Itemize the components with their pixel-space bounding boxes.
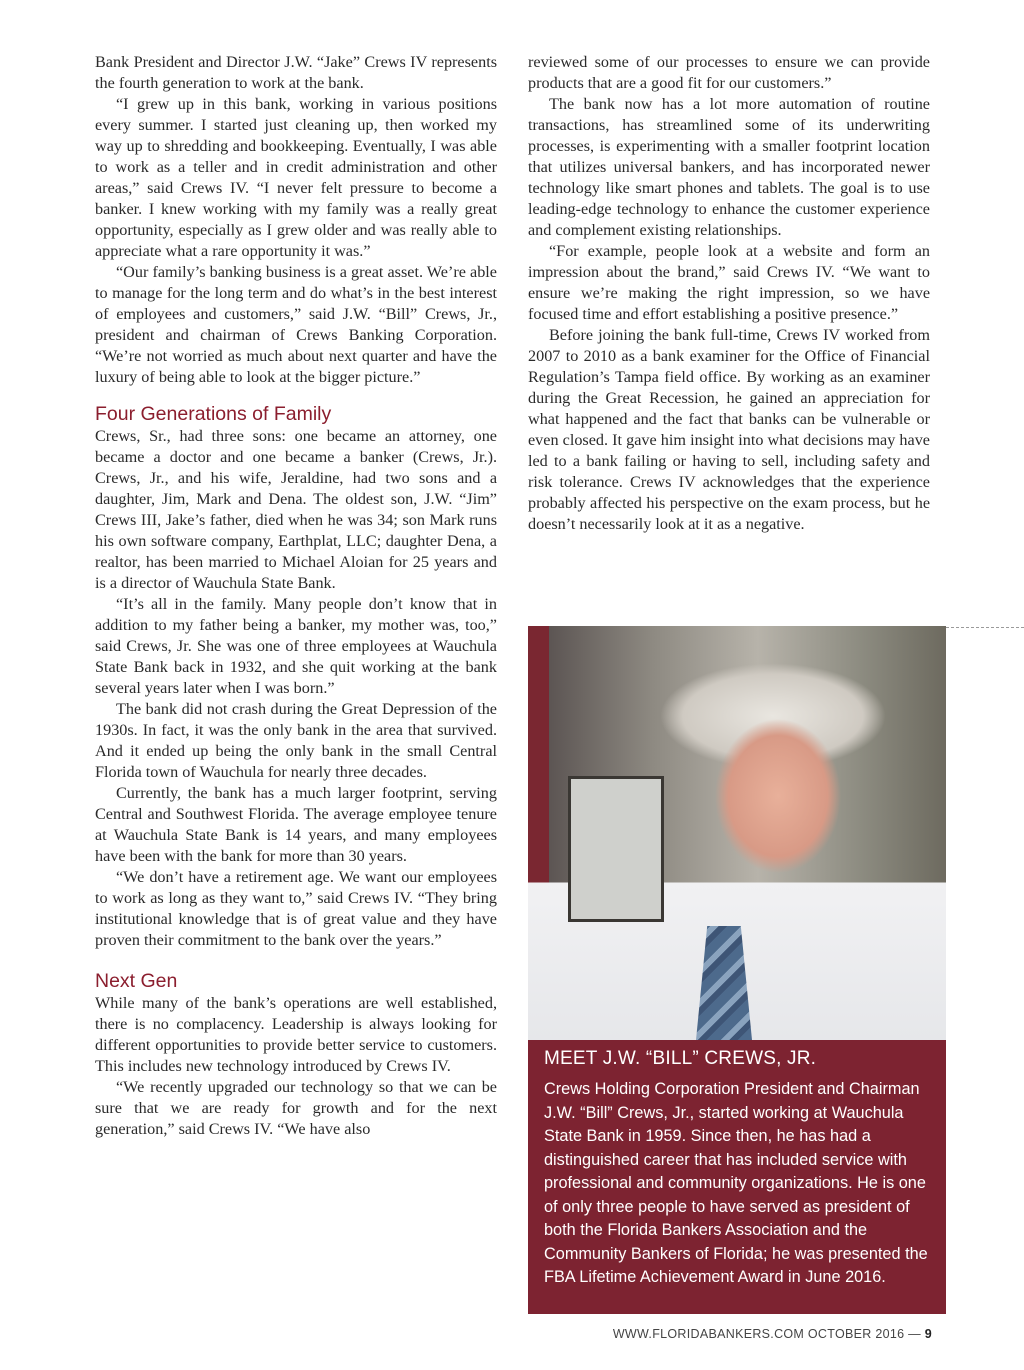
paragraph: “It’s all in the family. Many people don’t know that in addition to my father being a banker, my mother was, too,” said Crews, Jr. She was one of three employees at Wauchula State Bank back in 1932, and she quit working at the bank several years later when I was born.” [95,595,497,697]
sidebar-body: Crews Holding Corporation President and Chairman J.W. “Bill” Crews, Jr., started working at Wauchula State Bank in 1959. Since then, he has had a distinguished career that has included service with professional and community organizations. He is one of only three people to have served as president of both the Florida Bankers Association and the Community Bankers of Florida; he was presented the FBA Lifetime Achievement Award in June 2016. [544,1080,928,1286]
paragraph: “We don’t have a retirement age. We want our employees to work as long as they want to,” said Crews IV. “They bring institutional knowledge that is of great value and they have proven their commitment to the bank over the years.” [95,868,497,949]
paragraph: “I grew up in this bank, working in various positions every summer. I started just cleaning up, then worked my way up to shredding and bookkeeping. Eventually, I was able to work as a teller and in credit administration and other areas,” said Crews IV. “I never felt pressure to become a banker. I knew working with my family was a really great opportunity, especially as I grew older and was really able to appreciate what a rare opportunity it was.” [95,95,497,260]
left-paragraphs-a [95,52,497,388]
paragraph: “We recently upgraded our technology so that we can be sure that we are ready for growth and for the next generation,” said Crews IV. “We have also [95,1078,497,1138]
dashed-divider [946,627,1024,628]
page-footer [613,1326,932,1342]
paragraph: Bank President and Director J.W. “Jake” Crews IV represents the fourth generation to work at the bank. [95,53,497,92]
paragraph: reviewed some of our processes to ensure we can provide products that are a good fit for our customers.” [528,53,930,92]
right-column [528,52,930,535]
paragraph: “Our family’s banking business is a great asset. We’re able to manage for the long term and do what’s in the best interest of employees and customers,” said J.W. “Bill” Crews, Jr., president and chairman of Crews Banking Corporation. “We’re not worried as much about next quarter and have the luxury of being able to look at the bigger picture.” [95,263,497,386]
wall-frame [568,776,664,922]
page-number: 9 [924,1327,932,1341]
paragraph: Before joining the bank full-time, Crews IV worked from 2007 to 2010 as a bank examiner for the Office of Financial Regulation’s Tampa field office. By working as an examiner during the Great Recession, he gained an appreciation for what happened and the fact that banks can be vulnerable or even closed. It gave him insight into what decisions may have led to a bank failing or having to sell, including safety and risk tolerance. Crews IV acknowledges that the experience probably affected his perspective on the exam process, but he doesn’t necessarily look at it as a negative. [528,326,930,533]
portrait-photo [528,626,946,1040]
left-paragraphs-b [95,426,497,951]
paragraph: Crews, Sr., had three sons: one became an attorney, one became a doctor and one became a banker (Crews, Jr.). Crews, Jr., and his wife, Jeraldine, had two sons and a daughter, Jim, Mark and Dena. The oldest son, J.W. “Jim” Crews III, Jake’s father, died when he was 34; son Mark runs his own software company, Earthplat, LLC; daughter Dena, a realtor, has been married to Michael Aloian for 25 years and is a director of Wauchula State Bank. [95,427,497,592]
footer-text: WWW.FLORIDABANKERS.COM OCTOBER 2016 — [612,1327,921,1341]
paragraph: The bank did not crash during the Great Depression of the 1930s. In fact, it was the only bank in the area that survived. And it ended up being the only bank in the small Central Florida town of Wauchula for nearly three decades. [95,700,497,781]
left-column [95,52,497,1140]
sidebar-title: MEET J.W. “BILL” CREWS, JR. [544,1048,817,1069]
paragraph: Currently, the bank has a much larger footprint, serving Central and Southwest Florida. The average employee tenure at Wauchula State Bank is 14 years, and many employees have been with the bank for more than 30 years. [95,784,497,865]
section-heading-next-gen: Next Gen [95,970,178,992]
paragraph: “For example, people look at a website and form an impression about the brand,” said Crews IV. “We want to ensure we’re making the right impression, so we have focused time and effort establishing a positive presence.” [528,242,930,323]
left-paragraphs-c [95,993,497,1140]
sidebar-box [528,1040,946,1314]
necktie [696,926,752,1040]
paragraph: The bank now has a lot more automation of routine transactions, has streamlined some of its underwriting processes, is experimenting with a smaller footprint location that utilizes universal bankers, and has incorporated newer technology like smart phones and tablets. The goal is to use leading-edge technology to enhance the customer experience and complement existing relationships. [528,95,930,239]
paragraph: While many of the bank’s operations are well established, there is no complacency. Leadership is always looking for different opportunities to provide better service to customers. This includes new technology introduced by Crews IV. [95,994,497,1075]
section-heading-four-generations: Four Generations of Family [95,403,332,425]
